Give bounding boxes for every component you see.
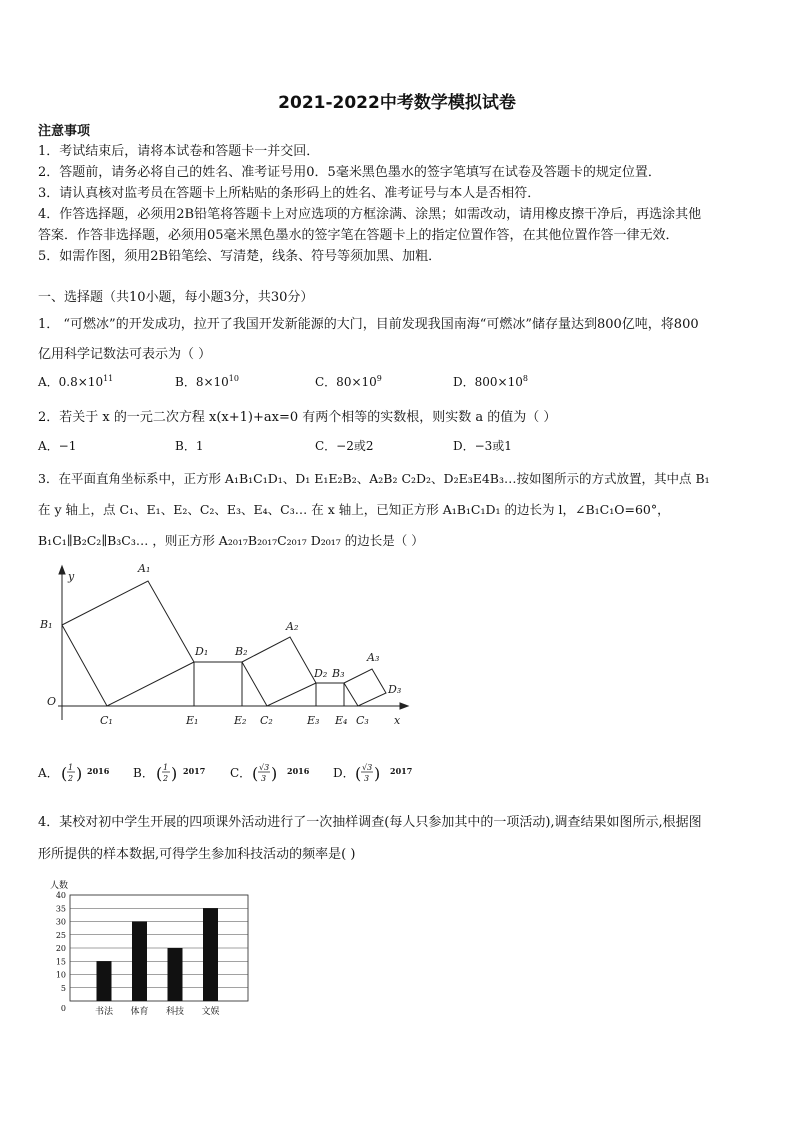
y-tick-label: 0 xyxy=(60,1004,66,1013)
notice-item: 答案．作答非选择题，必须用05毫米黑色墨水的签字笔在答题卡上的指定位置作答，在其他位置作答一律无效． xyxy=(38,228,679,243)
svg-text:2: 2 xyxy=(163,774,169,783)
question-3-text: 3．在平面直角坐标系中，正方形 A₁B₁C₁D₁、D₁ E₁E₂B₂、A₂B₂ C₂D₂、D₂E₃E4B₃…按如图所示的方式放置，其中点 B₁ xyxy=(38,471,710,486)
label-e2: E₂ xyxy=(234,714,247,727)
bar-2 xyxy=(168,948,183,1001)
label-d1: D₁ xyxy=(195,645,209,658)
x-tick-label: 书法 xyxy=(94,1007,114,1017)
svg-text:C．: C． xyxy=(230,766,252,780)
svg-text:2017: 2017 xyxy=(183,766,206,776)
question-4-text: 形所提供的样本数据,可得学生参加科技活动的频率是( ) xyxy=(38,847,356,862)
notice-item: 4．作答选择题，必须用2B铅笔将答题卡上对应选项的方框涂满、涂黑；如需改动，请用橡皮擦干净后，再选涂其他 xyxy=(38,207,702,222)
svg-text:): ) xyxy=(76,764,83,783)
label-a2: A₂ xyxy=(286,620,299,633)
y-tick-label: 25 xyxy=(55,930,66,940)
svg-text:): ) xyxy=(171,764,178,783)
svg-text:(: ( xyxy=(156,764,163,783)
y-tick-label: 15 xyxy=(55,957,66,967)
svg-text:3: 3 xyxy=(261,774,267,783)
q1-option-b: B．$8\times 10^{10}$ xyxy=(175,374,239,389)
question-1-text: 亿用科学记数法可表示为（ ） xyxy=(38,347,212,362)
label-a3: A₃ xyxy=(367,651,380,664)
label-a1: A₁ xyxy=(138,562,151,575)
label-y: y xyxy=(68,570,75,583)
x-tick-label: 文娱 xyxy=(201,1007,220,1017)
activity-bar-chart xyxy=(36,872,266,1022)
notice-item: 5．如需作图，须用2B铅笔绘、写清楚，线条、符号等须加黑、加粗． xyxy=(38,249,442,264)
svg-text:D．: D． xyxy=(333,766,355,780)
svg-text:): ) xyxy=(271,764,278,783)
q2-option-d: D．−3或1 xyxy=(453,439,512,453)
bar-3 xyxy=(203,908,218,1001)
question-4-text: 4．某校对初中学生开展的四项课外活动进行了一次抽样调查(每人只参加其中的一项活动),调查结果如图所示,根据图 xyxy=(38,815,702,830)
y-axis-arrow xyxy=(59,566,65,574)
label-x: x xyxy=(394,714,401,727)
svg-text:√3: √3 xyxy=(259,763,270,772)
x-tick-label: 科技 xyxy=(165,1007,185,1017)
section-heading: 一、选择题（共10小题，每小题3分，共30分） xyxy=(38,290,314,305)
svg-text:(: ( xyxy=(61,764,68,783)
question-2-text: 2．若关于 x 的一元二次方程 x(x+1)+ax=0 有两个相等的实数根，则实数 a 的值为（ ） xyxy=(38,410,557,425)
q3-option-b xyxy=(133,763,205,783)
bar-1 xyxy=(132,922,147,1002)
q2-option-c: C．−2或2 xyxy=(315,439,374,453)
y-tick-label: 40 xyxy=(55,891,66,900)
x-axis-arrow xyxy=(400,703,408,709)
svg-text:B．: B． xyxy=(133,766,154,780)
y-tick-label: 20 xyxy=(55,944,66,953)
svg-text:(: ( xyxy=(355,764,362,783)
svg-text:1: 1 xyxy=(68,763,74,772)
svg-text:3: 3 xyxy=(364,774,370,783)
question-3-text: B₁C₁∥B₂C₂∥B₃C₃… ，则正方形 A₂₀₁₇B₂₀₁₇C₂₀₁₇ D₂₀₁₇ 的边长是（ ） xyxy=(38,533,424,548)
label-e1: E₁ xyxy=(186,714,199,727)
label-e3: E₃ xyxy=(307,714,320,727)
label-b3: B₃ xyxy=(332,667,345,680)
svg-text:√3: √3 xyxy=(362,763,373,772)
q2-option-a: A．−1 xyxy=(38,439,77,453)
q3-options xyxy=(36,758,436,788)
q3-option-d xyxy=(333,763,412,783)
svg-text:2: 2 xyxy=(68,774,74,783)
label-o: O xyxy=(47,695,57,708)
y-tick-label: 30 xyxy=(55,917,66,927)
q3-option-c xyxy=(230,763,310,783)
label-d2: D₂ xyxy=(314,667,328,680)
svg-text:2016: 2016 xyxy=(87,766,110,776)
label-b1: B₁ xyxy=(40,618,53,631)
svg-text:1: 1 xyxy=(163,763,169,772)
label-c1: C₁ xyxy=(100,714,113,727)
label-c2: C₂ xyxy=(260,714,273,727)
square-3 xyxy=(344,669,386,706)
y-tick-label: 5 xyxy=(60,983,66,993)
svg-text:A．: A． xyxy=(38,766,59,780)
q1-option-d: D．$800\times 10^8$ xyxy=(453,374,528,389)
x-tick-label: 体育 xyxy=(130,1007,149,1017)
y-tick-label: 35 xyxy=(55,904,66,914)
q3-geometry-figure xyxy=(36,558,416,738)
svg-text:(: ( xyxy=(252,764,259,783)
question-1-text: 1． “可燃冰”的开发成功，拉开了我国开发新能源的大门，目前发现我国南海“可燃冰”储存量达到800亿吨，将800 xyxy=(38,317,699,332)
svg-text:2017: 2017 xyxy=(390,766,413,776)
notice-item: 3．请认真核对监考员在答题卡上所粘贴的条形码上的姓名、准考证号与本人是否相符． xyxy=(38,186,541,201)
bar-0 xyxy=(97,961,112,1001)
label-d3: D₃ xyxy=(388,683,402,696)
q1-option-c: C．$80\times 10^9$ xyxy=(315,374,382,389)
svg-text:): ) xyxy=(374,764,381,783)
square-d1e1e2b2 xyxy=(194,662,242,706)
question-3-text: 在 y 轴上，点 C₁、E₁、E₂、C₂、E₃、E₄、C₃… 在 x 轴上，已知正方形 A₁B₁C₁D₁ 的边长为 l，∠B₁C₁O=60°， xyxy=(38,502,670,517)
notice-item: 1．考试结束后，请将本试卷和答题卡一并交回． xyxy=(38,144,320,159)
q3-option-a xyxy=(37,763,110,783)
q2-option-b: B．1 xyxy=(175,439,204,453)
square-2 xyxy=(242,637,316,706)
notice-item: 2．答题前，请务必将自己的姓名、准考证号用0．5毫米黑色墨水的签字笔填写在试卷及答题卡的规定位置． xyxy=(38,165,661,180)
y-tick-label: 10 xyxy=(55,970,66,980)
label-e4: E₄ xyxy=(335,714,348,727)
svg-text:2016: 2016 xyxy=(287,766,310,776)
y-axis-label: 人数 xyxy=(50,881,69,891)
q1-option-a: A．$0.8\times 10^{11}$ xyxy=(38,374,114,389)
label-b2: B₂ xyxy=(235,645,248,658)
label-c3: C₃ xyxy=(356,714,369,727)
square-1 xyxy=(62,581,194,706)
page-title: 2021-2022中考数学模拟试卷 xyxy=(278,93,516,113)
square-d2e3e4b3 xyxy=(316,683,344,706)
notice-heading: 注意事项 xyxy=(38,124,91,139)
